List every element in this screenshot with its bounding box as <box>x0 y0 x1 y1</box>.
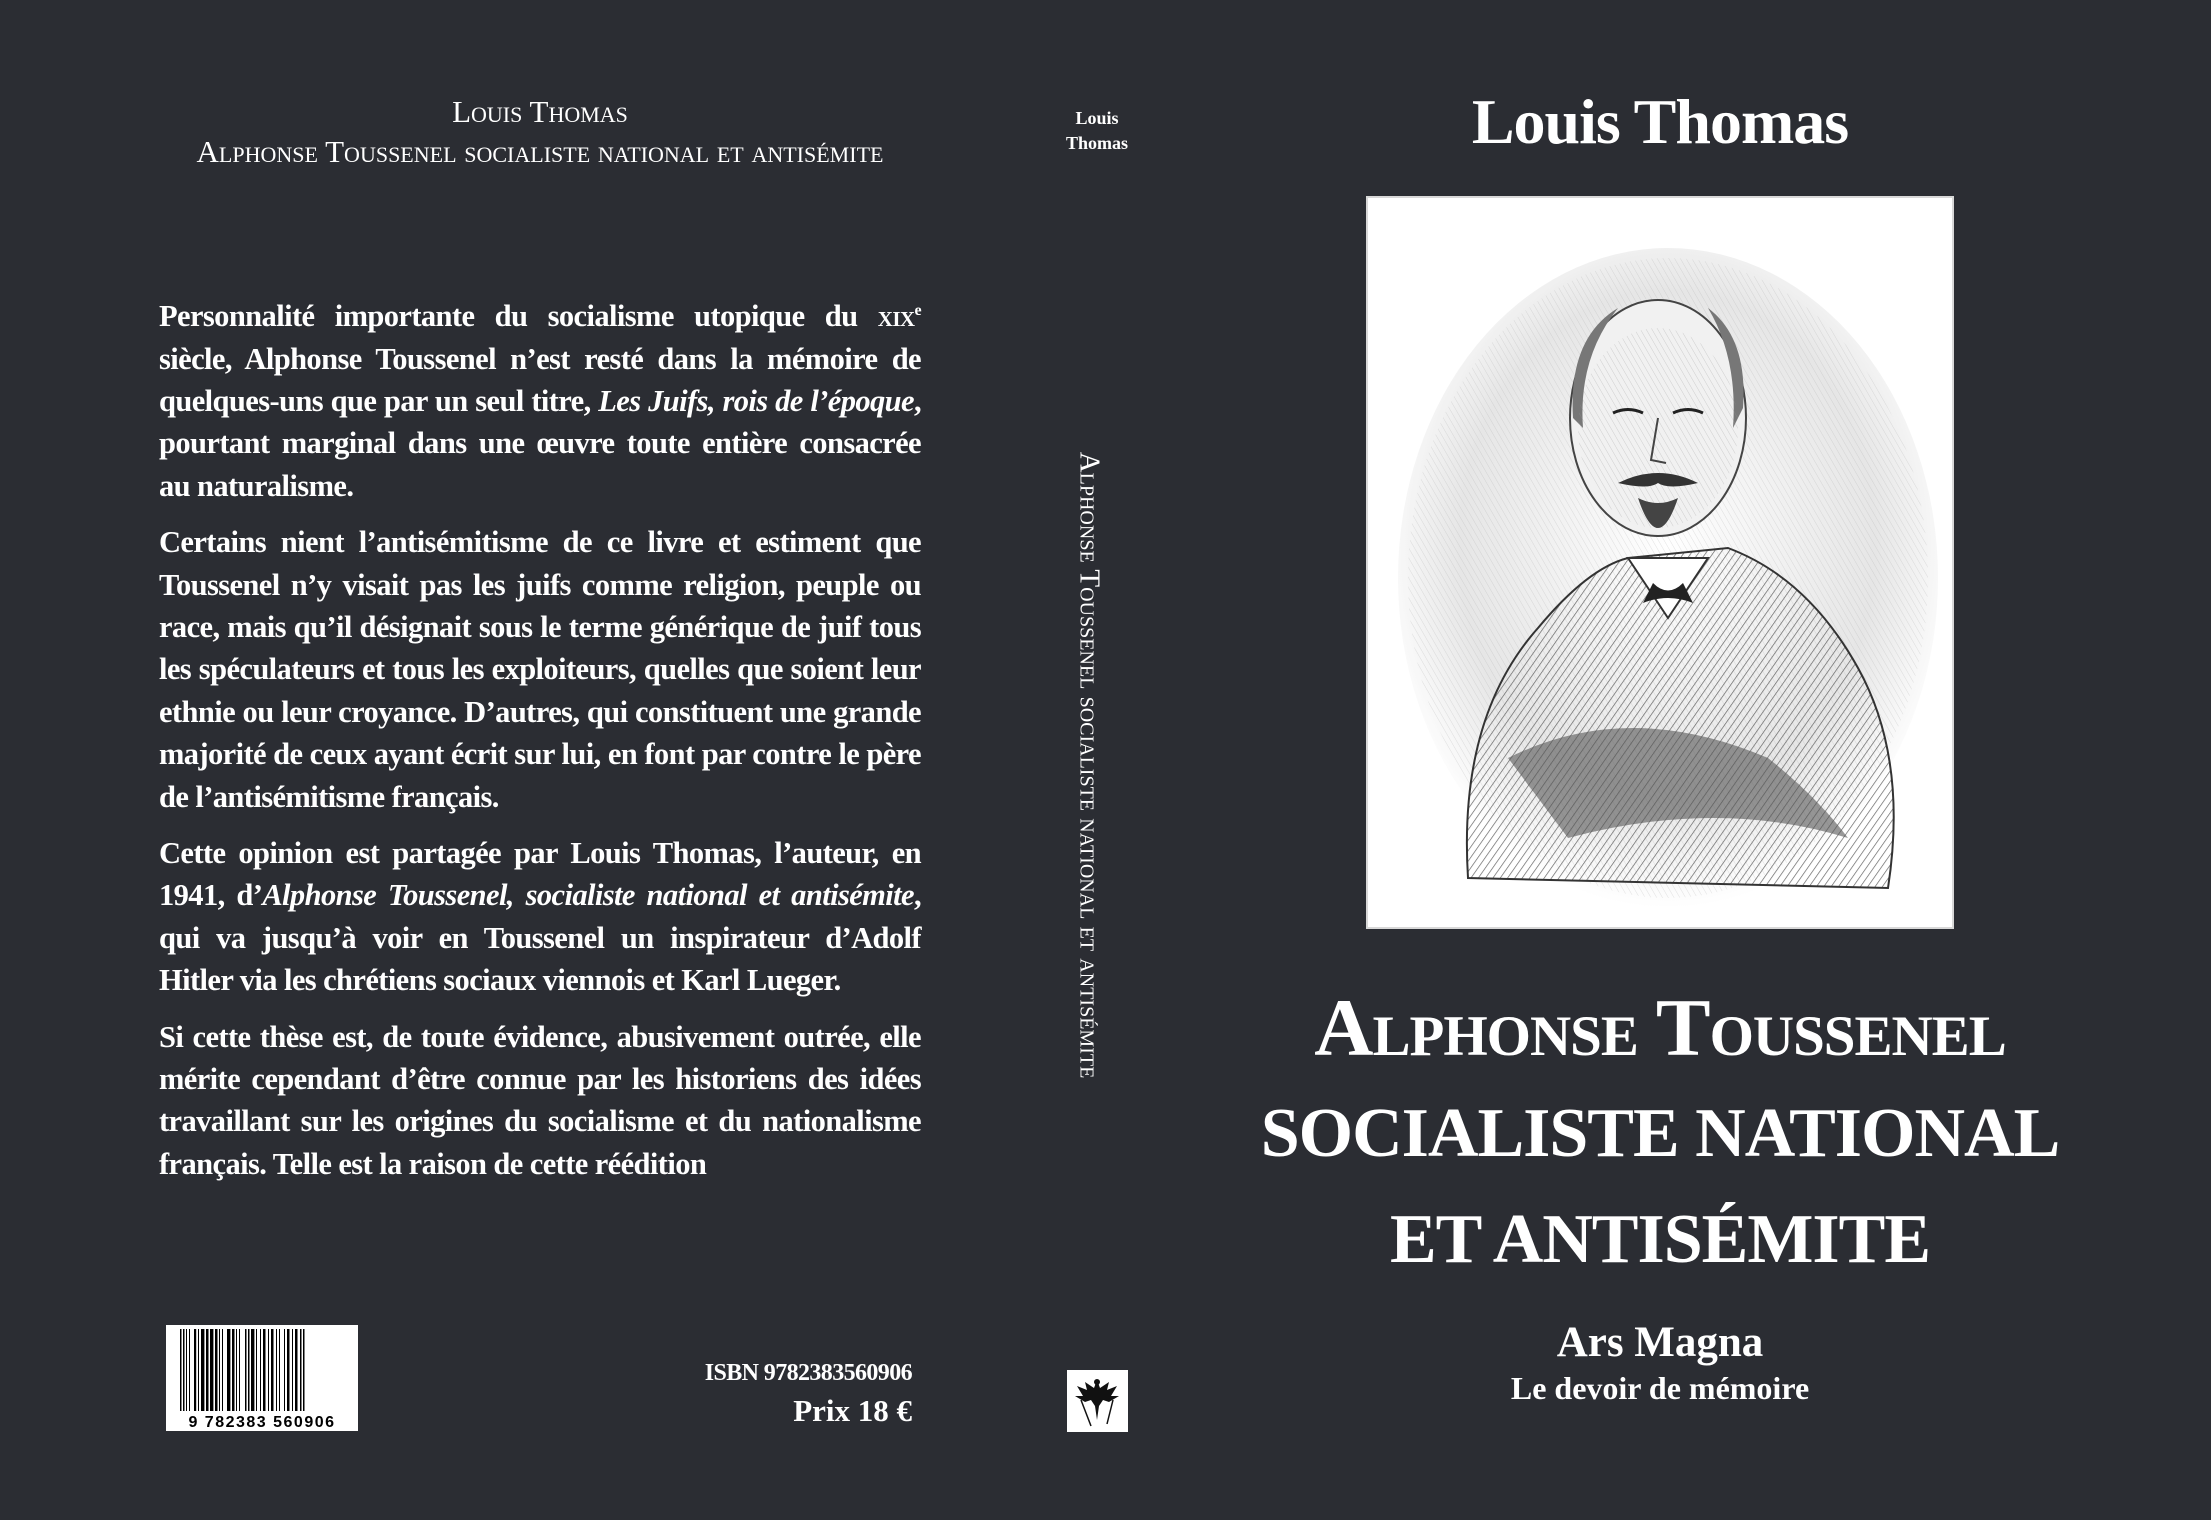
barcode-bar <box>292 1329 293 1411</box>
price: Prix 18 € <box>793 1393 912 1428</box>
barcode-bar <box>198 1329 199 1411</box>
book-title-italic: Les Juifs, rois de l’époque <box>598 383 914 418</box>
text: Cette opinion est partagée par Louis Thomas, l’auteur, en 1941, d’ <box>159 836 921 913</box>
front-title-line-2: SOCIALISTE NATIONAL <box>1260 1095 2060 1172</box>
barcode-bar <box>279 1329 280 1411</box>
barcode-bar <box>256 1329 257 1411</box>
isbn-number: ISBN 9782383560906 <box>704 1360 912 1386</box>
barcode-digits: 9 782383 560906 <box>188 1414 336 1431</box>
text: , pourtant marginal dans une œuvre toute entière consacrée au naturalisme. <box>159 383 921 503</box>
collection-name: Le devoir de mémoire <box>1510 1370 1810 1406</box>
barcode-bar <box>271 1329 274 1411</box>
barcode-bar <box>251 1329 254 1411</box>
blurb-paragraph-1 <box>159 290 921 507</box>
spine-author-first: Louis <box>1075 108 1119 128</box>
book-title-italic: Alphonse Toussenel, socialiste national et antisémite <box>262 878 914 913</box>
barcode-bar <box>268 1329 269 1411</box>
back-cover-header <box>140 92 940 172</box>
blurb-paragraph-4: Si cette thèse est, de toute évidence, abusivement outrée, elle mérite cependant d’être connue par les historiens des idées travaillant sur les origines du socialisme et du nationalisme français. Telle est la raison de cette réédition <box>159 1019 921 1181</box>
back-header-title: Alphonse Toussenel socialiste national et antisémite <box>196 134 884 169</box>
barcode-bar <box>260 1329 261 1411</box>
text: Personnalité importante du socialisme utopique du <box>159 299 878 334</box>
back-cover-blurb <box>159 290 921 1199</box>
barcode-bars <box>166 1325 358 1431</box>
barcode-bar <box>232 1329 235 1411</box>
eagle-logo-icon <box>1067 1370 1128 1432</box>
spine-title: Alphonse Toussenel socialiste national et antisémite <box>1073 451 1106 1079</box>
barcode-bar <box>276 1329 277 1411</box>
barcode-bar <box>263 1329 266 1411</box>
barcode-bar <box>219 1329 220 1411</box>
front-author: Louis Thomas <box>1471 86 1849 157</box>
author-portrait-engraving <box>1366 196 1954 929</box>
barcode-bar <box>201 1329 204 1411</box>
barcode-bar <box>284 1329 285 1411</box>
barcode-bar <box>236 1329 237 1411</box>
barcode-bar <box>210 1329 213 1411</box>
text: , qui va jusqu’à voir en Toussenel un inspirateur d’Adolf Hitler via les chrétiens sociaux viennois et Karl Lueger. <box>159 878 921 998</box>
barcode-bar <box>189 1329 190 1411</box>
isbn-barcode <box>166 1325 358 1431</box>
front-title <box>1260 975 2060 1293</box>
barcode-bar <box>227 1329 230 1411</box>
publisher-block <box>1460 1318 1860 1408</box>
blurb-paragraph-2: Certains nient l’antisémitisme de ce livre et estiment que Toussenel n’y visait pas les juifs comme religion, peuple ou race, mais qu’il désignait sous le terme générique de juif tous les spéculateurs et tous les exploiteurs, quelles que soient leur ethnie ou leur croyance. D’autres, qui constituent une grande majorité de ceux ayant écrit sur lui, en font par contre le père de l’antisémitisme français. <box>159 525 921 814</box>
spine-author-last: Thomas <box>1065 133 1128 153</box>
barcode-bar <box>206 1329 209 1411</box>
front-title-line-1: Alphonse Toussenel <box>1314 982 2006 1073</box>
barcode-bar <box>287 1329 290 1411</box>
century-sup: e <box>914 302 921 319</box>
barcode-bar <box>222 1329 223 1411</box>
barcode-bar <box>194 1329 196 1411</box>
barcode-bar <box>215 1329 218 1411</box>
back-header-author: Louis Thomas <box>452 94 628 129</box>
century: xix <box>877 299 915 334</box>
barcode-bar <box>239 1329 240 1411</box>
publisher-name: Ars Magna <box>1556 1319 1764 1366</box>
text: siècle, Alphonse Toussenel n’est resté dans la mémoire de quelques-uns que par un seul titre, <box>159 341 921 418</box>
barcode-bar <box>295 1329 298 1411</box>
spine-author <box>1036 106 1158 156</box>
blurb-paragraph-3 <box>159 832 921 1002</box>
front-title-line-3: ET ANTISÉMITE <box>1389 1201 1931 1278</box>
barcode-bar <box>186 1329 187 1411</box>
